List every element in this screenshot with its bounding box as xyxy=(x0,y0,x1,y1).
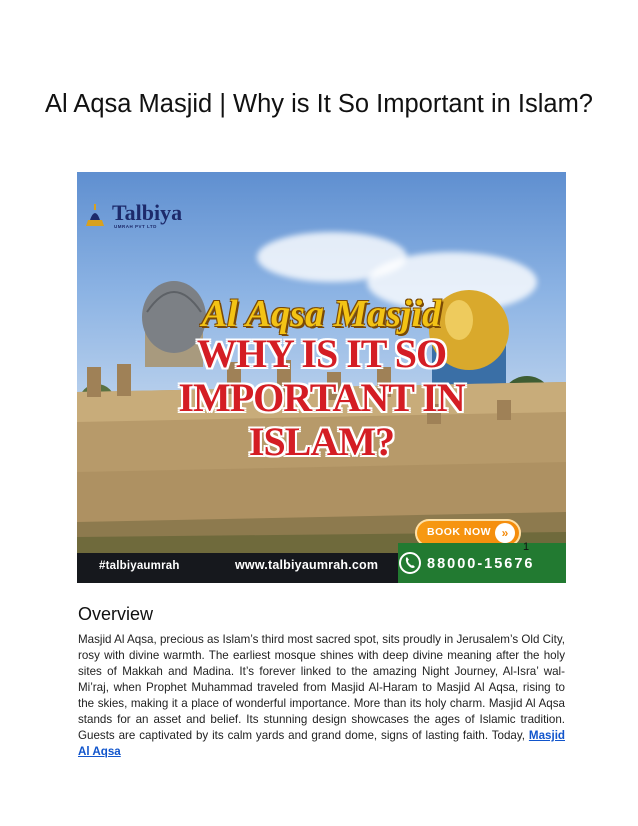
page-title: Al Aqsa Masjid | Why is It So Important in Islam? xyxy=(45,90,593,118)
banner-heading-line-2: ISLAM? xyxy=(248,419,395,464)
masjid-al-aqsa-link[interactable]: Masjid Al Aqsa xyxy=(78,729,565,758)
talbiya-logo xyxy=(80,200,183,232)
logo-text: Talbiya xyxy=(112,200,183,225)
hashtag-text: #talbiyaumrah xyxy=(99,560,180,572)
website-text: www.talbiyaumrah.com xyxy=(235,558,379,572)
page-number: 1 xyxy=(523,541,530,553)
logo-emblem-icon xyxy=(80,200,110,230)
paragraph-text: Masjid Al Aqsa, precious as Islam’s third most sacred spot, sits proudly in Jerusalem’s Old City, rosy with divine warmth. The earliest mosque shines with deep divine meaning after the holy sites of Makkah and Madina. It’s forever linked to the amazing Night Journey, Al-Isra’ wal-Mi’raj, when Prophet Muhammad traveled from Masjid Al-Haram to Masjid Al Aqsa, rising to the skies, making it a place of wonderful importance. More than its holy charm. Masjid Al Aqsa stands for an asset and belief. Its stunning design showcases the ages of Islamic tradition. Guests are captivated by its calm yards and grand dome, signs of lasting faith. Today, xyxy=(78,633,565,742)
overview-paragraph xyxy=(78,632,565,760)
phone-icon xyxy=(399,552,421,574)
section-heading-overview: Overview xyxy=(78,604,154,624)
banner-script-heading: Al Aqsa Masjid xyxy=(201,293,442,335)
logo-subtext: UMRAH PVT LTD xyxy=(114,224,157,229)
banner-main-heading xyxy=(77,332,566,464)
book-now-label: BOOK NOW xyxy=(427,526,492,538)
banner-image xyxy=(77,172,566,583)
chevron-right-icon: » xyxy=(495,523,515,543)
banner-heading-line-1: WHY IS IT SO IMPORTANT IN xyxy=(178,331,465,420)
phone-number: 88000-15676 xyxy=(427,556,535,572)
